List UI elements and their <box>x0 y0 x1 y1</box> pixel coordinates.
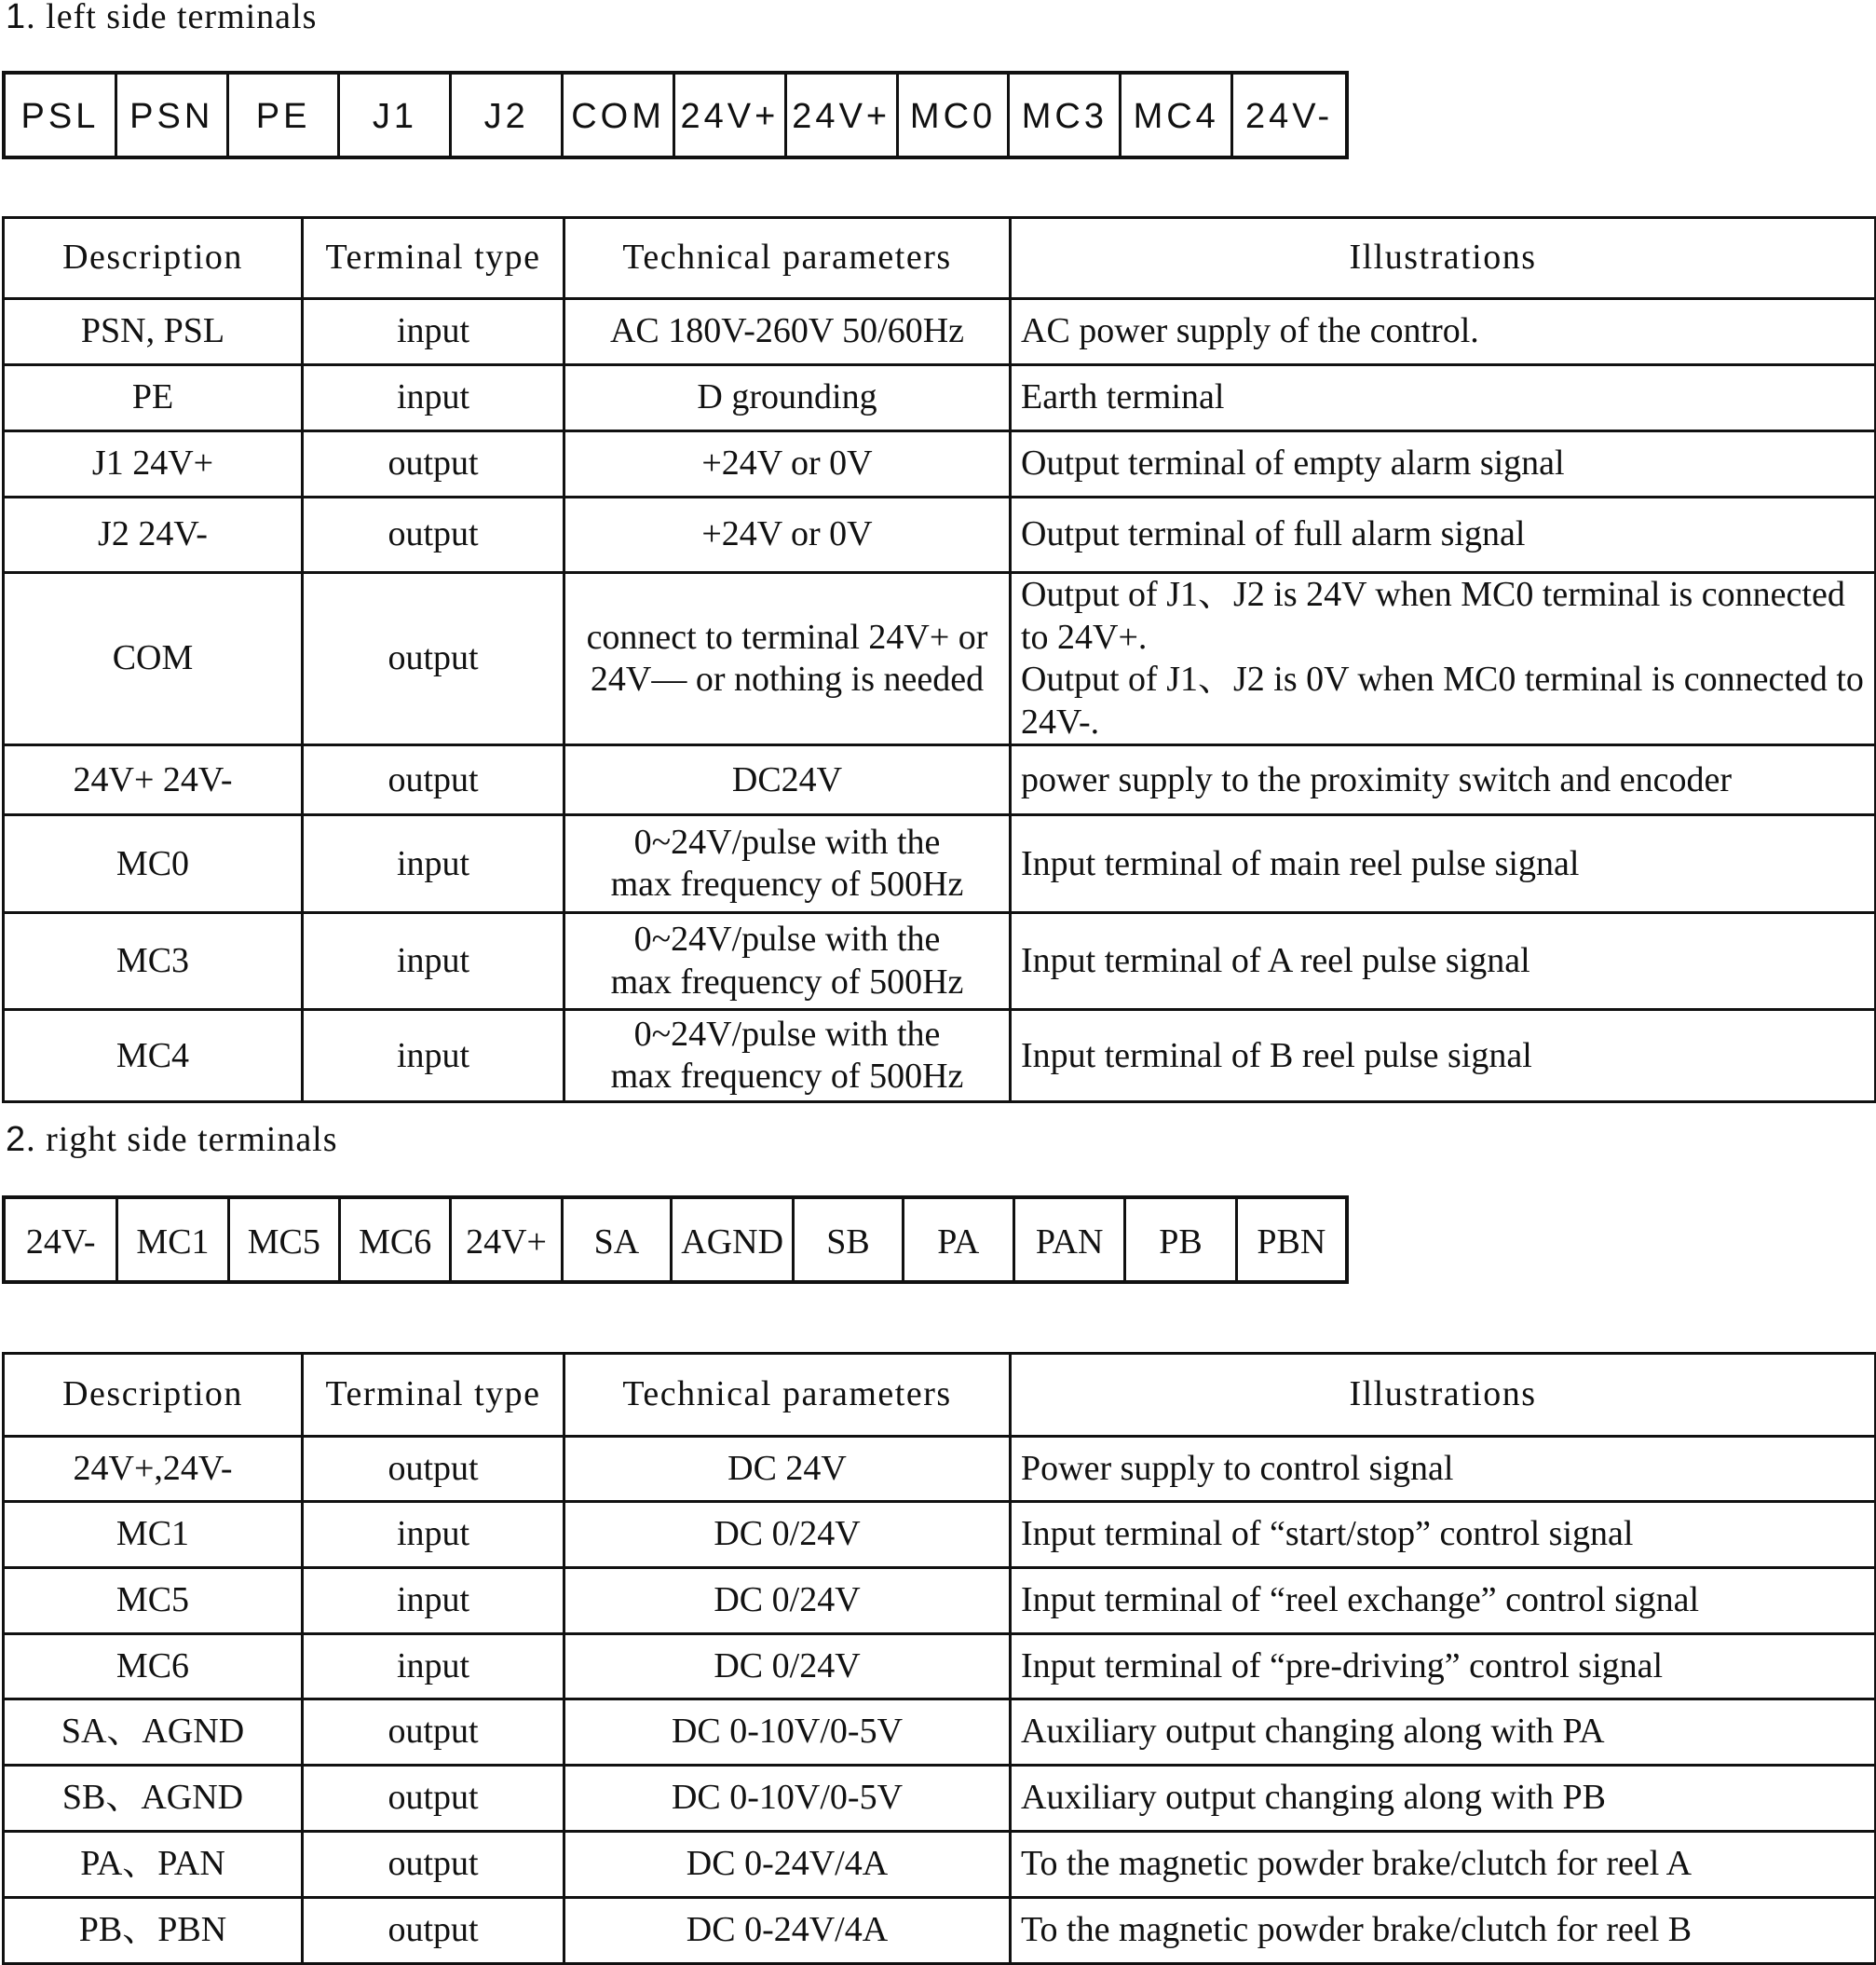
section-2-title-text: . right side terminals <box>26 1120 338 1159</box>
terminal-cell: PBN <box>1257 1221 1326 1262</box>
terminal-cell: PSL <box>6 75 117 156</box>
illustrations-cell: Power supply to control signal <box>1011 1437 1876 1502</box>
table-row <box>4 299 1876 365</box>
section-1-title-text: . left side terminals <box>26 0 318 36</box>
column-header-description: Description <box>4 1354 303 1437</box>
terminal-cell: MC0 <box>899 75 1011 156</box>
column-header-terminal-type: Terminal type <box>303 218 564 299</box>
description-cell: MC6 <box>4 1634 303 1699</box>
column-header-technical-parameters: Technical parameters <box>564 1354 1011 1437</box>
table-row <box>4 431 1876 498</box>
illustration-line: Output of J1、J2 is 24V when MC0 terminal is connected to 24V+. <box>1021 575 1845 657</box>
terminal-type-cell: input <box>303 1568 564 1634</box>
terminal-type-cell: input <box>303 815 564 913</box>
description-cell: MC1 <box>4 1502 303 1568</box>
terminal-type-cell: output <box>303 431 564 498</box>
technical-parameters-cell: DC24V <box>564 745 1011 815</box>
table-row <box>4 1634 1876 1699</box>
table-row <box>4 1699 1876 1766</box>
terminal-type-cell: output <box>303 1832 564 1898</box>
illustrations-cell: Input terminal of “pre-driving” control signal <box>1011 1634 1876 1699</box>
technical-parameters-cell: DC 0-24V/4A <box>564 1832 1011 1898</box>
illustrations-cell: Input terminal of A reel pulse signal <box>1011 913 1876 1010</box>
technical-parameters-cell: +24V or 0V <box>564 431 1011 498</box>
parameter-line: 0~24V/pulse with the <box>633 822 941 862</box>
section-1-number: 1 <box>6 0 27 36</box>
terminal-type-cell: input <box>303 1634 564 1699</box>
section-2-number: 2 <box>6 1120 27 1159</box>
left-terminal-strip <box>2 71 1349 159</box>
illustrations-cell: To the magnetic powder brake/clutch for reel B <box>1011 1898 1876 1964</box>
parameter-line: max frequency of 500Hz <box>610 1057 964 1097</box>
terminal-type-cell: input <box>303 913 564 1010</box>
table-row <box>4 1766 1876 1832</box>
right-terminal-strip <box>2 1195 1349 1284</box>
illustrations-cell: Input terminal of main reel pulse signal <box>1011 815 1876 913</box>
terminal-cell: MC5 <box>230 1199 341 1280</box>
terminal-cell: AGND <box>673 1199 795 1280</box>
illustrations-cell: Output terminal of empty alarm signal <box>1011 431 1876 498</box>
terminal-cell: SA <box>564 1199 673 1280</box>
description-cell: PE <box>4 365 303 431</box>
table-row <box>4 1437 1876 1502</box>
technical-parameters-cell <box>564 913 1011 1010</box>
parameter-line: max frequency of 500Hz <box>610 865 964 905</box>
terminal-cell: PA <box>904 1199 1015 1280</box>
technical-parameters-cell <box>564 573 1011 745</box>
terminal-type-cell: input <box>303 1010 564 1102</box>
technical-parameters-cell: AC 180V-260V 50/60Hz <box>564 299 1011 365</box>
illustration-line: Output of J1、J2 is 0V when MC0 terminal is connected to 24V-. <box>1021 660 1864 742</box>
terminal-type-cell: output <box>303 1898 564 1964</box>
technical-parameters-cell: DC 0-10V/0-5V <box>564 1699 1011 1766</box>
section-2-title <box>6 1119 338 1160</box>
description-cell: 24V+,24V- <box>4 1437 303 1502</box>
illustrations-cell <box>1011 573 1876 745</box>
description-cell: MC0 <box>4 815 303 913</box>
description-cell: J1 24V+ <box>4 431 303 498</box>
terminal-cell: 24V+ <box>452 1199 563 1280</box>
illustrations-cell: Earth terminal <box>1011 365 1876 431</box>
description-cell: PSN, PSL <box>4 299 303 365</box>
terminal-cell: MC3 <box>1010 75 1122 156</box>
technical-parameters-cell: DC 0/24V <box>564 1634 1011 1699</box>
table-row <box>4 815 1876 913</box>
terminal-cell: MC6 <box>341 1199 452 1280</box>
illustrations-cell: Input terminal of B reel pulse signal <box>1011 1010 1876 1102</box>
terminal-type-cell: output <box>303 1766 564 1832</box>
terminal-type-cell: input <box>303 1502 564 1568</box>
parameter-line: connect to terminal 24V+ or <box>586 617 988 657</box>
technical-parameters-cell <box>564 815 1011 913</box>
column-header-description: Description <box>4 218 303 299</box>
terminal-cell: PAN <box>1015 1199 1126 1280</box>
terminal-cell: COM <box>564 75 675 156</box>
table-row <box>4 1568 1876 1634</box>
table-header-row <box>4 218 1876 299</box>
parameter-line: 0~24V/pulse with the <box>633 1014 941 1054</box>
terminal-type-cell: input <box>303 299 564 365</box>
description-cell: 24V+ 24V- <box>4 745 303 815</box>
terminal-cell: 24V+ <box>787 75 899 156</box>
description-cell: SB、AGND <box>4 1766 303 1832</box>
column-header-illustrations: Illustrations <box>1011 1354 1876 1437</box>
table-row <box>4 498 1876 573</box>
description-cell: PB、PBN <box>4 1898 303 1964</box>
column-header-terminal-type: Terminal type <box>303 1354 564 1437</box>
terminal-cell: MC4 <box>1122 75 1233 156</box>
table-row <box>4 1010 1876 1102</box>
table-row <box>4 1898 1876 1964</box>
terminal-cell: J1 <box>340 75 452 156</box>
terminal-cell: SB <box>795 1199 904 1280</box>
description-cell: MC3 <box>4 913 303 1010</box>
illustrations-cell: Auxiliary output changing along with PB <box>1011 1766 1876 1832</box>
terminal-cell: MC1 <box>118 1199 229 1280</box>
technical-parameters-cell <box>564 1010 1011 1102</box>
parameter-line: 0~24V/pulse with the <box>633 920 941 960</box>
terminal-cell: PB <box>1126 1199 1237 1280</box>
section-1-title <box>6 0 317 37</box>
terminal-type-cell: output <box>303 573 564 745</box>
illustrations-cell: Input terminal of “reel exchange” control signal <box>1011 1568 1876 1634</box>
table-row <box>4 1502 1876 1568</box>
terminal-type-cell: output <box>303 745 564 815</box>
technical-parameters-cell: DC 0/24V <box>564 1568 1011 1634</box>
technical-parameters-cell: +24V or 0V <box>564 498 1011 573</box>
terminal-type-cell: output <box>303 1437 564 1502</box>
column-header-illustrations: Illustrations <box>1011 218 1876 299</box>
terminal-type-cell: output <box>303 1699 564 1766</box>
technical-parameters-cell: D grounding <box>564 365 1011 431</box>
terminal-cell: 24V- <box>6 1199 118 1280</box>
illustrations-cell: power supply to the proximity switch and encoder <box>1011 745 1876 815</box>
left-terminals-table <box>2 216 1876 1103</box>
terminal-type-cell: input <box>303 365 564 431</box>
description-cell: COM <box>4 573 303 745</box>
table-row <box>4 365 1876 431</box>
terminal-cell: PE <box>229 75 341 156</box>
table-row <box>4 745 1876 815</box>
terminal-type-cell: output <box>303 498 564 573</box>
right-terminals-table <box>2 1352 1876 1965</box>
illustrations-cell: Output terminal of full alarm signal <box>1011 498 1876 573</box>
parameter-line: max frequency of 500Hz <box>610 962 964 1002</box>
terminal-cell: 24V- <box>1244 97 1334 136</box>
terminal-cell: 24V+ <box>675 75 787 156</box>
description-cell: PA、PAN <box>4 1832 303 1898</box>
illustrations-cell: Auxiliary output changing along with PA <box>1011 1699 1876 1766</box>
description-cell: MC4 <box>4 1010 303 1102</box>
table-row <box>4 573 1876 745</box>
table-row <box>4 913 1876 1010</box>
description-cell: MC5 <box>4 1568 303 1634</box>
technical-parameters-cell: DC 0/24V <box>564 1502 1011 1568</box>
parameter-line: 24V— or nothing is needed <box>590 660 985 700</box>
table-header-row <box>4 1354 1876 1437</box>
technical-parameters-cell: DC 24V <box>564 1437 1011 1502</box>
illustrations-cell: AC power supply of the control. <box>1011 299 1876 365</box>
illustrations-cell: To the magnetic powder brake/clutch for reel A <box>1011 1832 1876 1898</box>
terminal-cell: PSN <box>117 75 229 156</box>
terminal-cell: J2 <box>452 75 564 156</box>
description-cell: SA、AGND <box>4 1699 303 1766</box>
description-cell: J2 24V- <box>4 498 303 573</box>
illustrations-cell: Input terminal of “start/stop” control signal <box>1011 1502 1876 1568</box>
table-row <box>4 1832 1876 1898</box>
column-header-technical-parameters: Technical parameters <box>564 218 1011 299</box>
technical-parameters-cell: DC 0-10V/0-5V <box>564 1766 1011 1832</box>
technical-parameters-cell: DC 0-24V/4A <box>564 1898 1011 1964</box>
